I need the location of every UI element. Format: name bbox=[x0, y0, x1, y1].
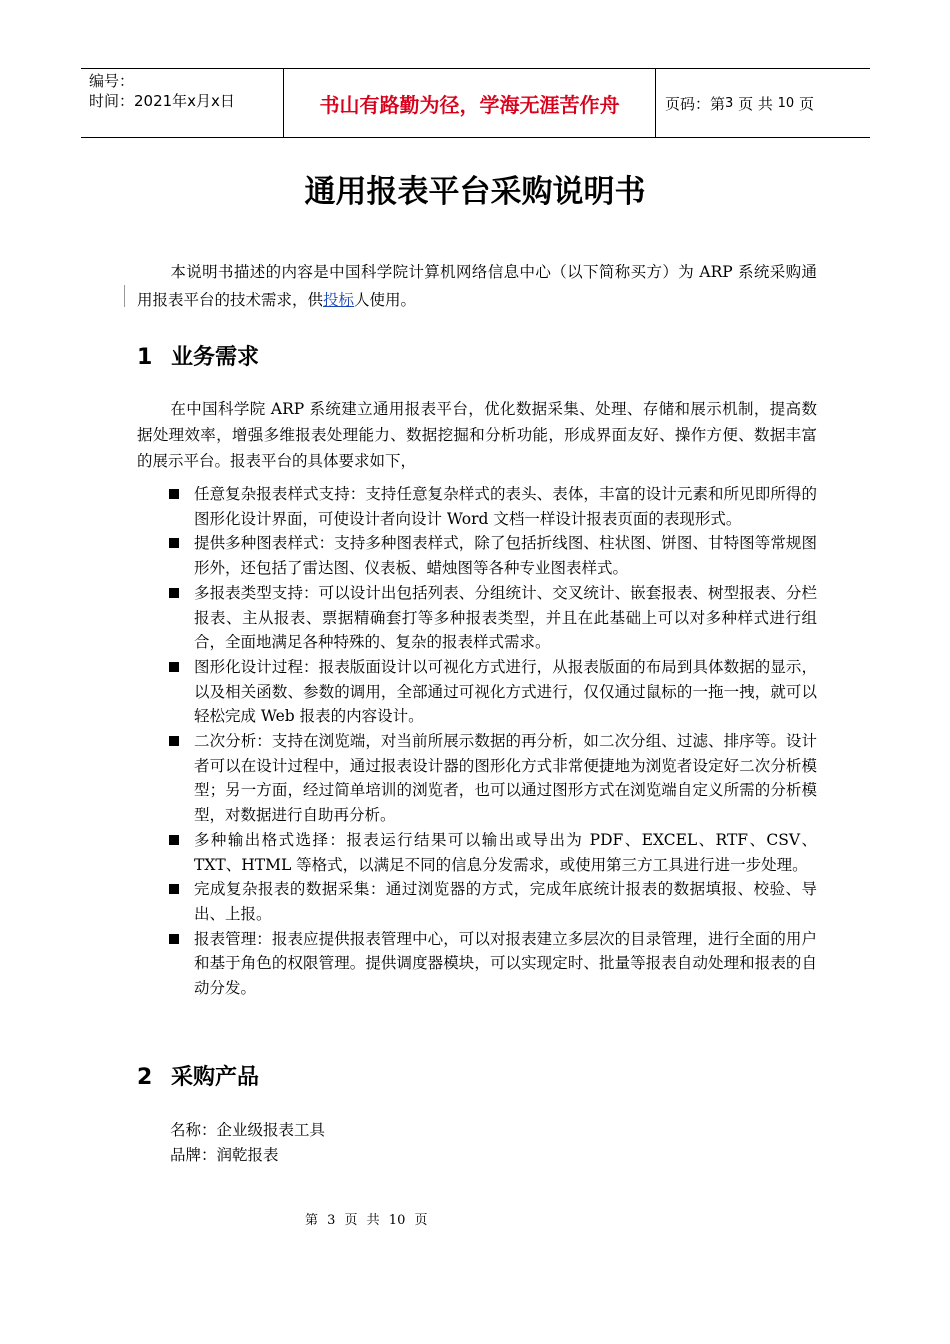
section-1-title: 业务需求 bbox=[171, 345, 260, 370]
product-brand-line: 品牌：润乾报表 bbox=[170, 1146, 279, 1164]
section-2-heading bbox=[137, 1060, 259, 1091]
header-page-total: 10 bbox=[777, 95, 795, 111]
header-page-mid: 页 共 bbox=[738, 94, 773, 113]
list-item bbox=[167, 877, 817, 926]
header-page-current: 3 bbox=[725, 95, 734, 111]
section-2-number: 2 bbox=[137, 1065, 153, 1090]
requirements-list bbox=[167, 482, 817, 1001]
list-item-text: 提供多种图表样式：支持多种图表样式，除了包括折线图、柱状图、饼图、甘特图等常规图形外，还包括了雷达图、仪表板、蜡烛图等各种专业图表样式。 bbox=[194, 534, 817, 578]
bullet-square-icon bbox=[169, 662, 179, 672]
list-item bbox=[167, 729, 817, 828]
bullet-square-icon bbox=[169, 538, 179, 548]
list-item bbox=[167, 828, 817, 877]
intro-paragraph bbox=[137, 258, 817, 314]
list-item bbox=[167, 581, 817, 655]
header-number-label: 编号： bbox=[89, 72, 135, 90]
section-1-intro-text: 在中国科学院 ARP 系统建立通用报表平台，优化数据采集、处理、存储和展示机制，提高数据处理效率，增强多维报表处理能力、数据挖掘和分析功能，形成界面友好、操作方便、数据丰富的展示平台。报表平台的具体要求如下， bbox=[137, 400, 817, 470]
list-item bbox=[167, 927, 817, 1001]
intro-link-bidding[interactable]: 投标 bbox=[323, 291, 355, 309]
header-time-label: 时间：2021年x月x日 bbox=[89, 92, 235, 110]
list-item-text: 多种输出格式选择：报表运行结果可以输出或导出为 PDF、EXCEL、RTF、CSV、TXT、HTML 等格式，以满足不同的信息分发需求，或使用第三方工具进行进一步处理。 bbox=[194, 830, 817, 874]
header-meta-cell bbox=[81, 69, 283, 137]
bullet-square-icon bbox=[169, 835, 179, 845]
bullet-square-icon bbox=[169, 934, 179, 944]
section-2-title: 采购产品 bbox=[171, 1065, 260, 1090]
product-name-line: 名称：企业级报表工具 bbox=[170, 1121, 326, 1139]
intro-text-after: 人使用。 bbox=[354, 291, 417, 309]
bullet-square-icon bbox=[169, 489, 179, 499]
section-1-heading bbox=[137, 340, 259, 371]
document-header bbox=[81, 68, 870, 138]
list-item-text: 完成复杂报表的数据采集：通过浏览器的方式，完成年底统计报表的数据填报、校验、导出、上报。 bbox=[194, 880, 817, 923]
header-page-cell bbox=[656, 69, 870, 137]
list-item bbox=[167, 655, 817, 729]
list-item bbox=[167, 531, 817, 580]
header-page-suffix: 页 bbox=[798, 94, 814, 113]
bullet-square-icon bbox=[169, 736, 179, 746]
revision-margin-mark bbox=[124, 285, 125, 307]
bullet-square-icon bbox=[169, 884, 179, 894]
list-item-text: 多报表类型支持：可以设计出包括列表、分组统计、交叉统计、嵌套报表、树型报表、分栏报表、主从报表、票据精确套打等多种报表类型，并且在此基础上可以对多种样式进行组合，全面地满足各种特殊的、复杂的报表样式需求。 bbox=[194, 583, 817, 652]
header-motto: 书山有路勤为径，学海无涯苦作舟 bbox=[283, 69, 656, 137]
intro-text-before: 本说明书描述的内容是中国科学院计算机网络信息中心（以下简称买方）为 ARP 系统采购通用报表平台的技术需求，供 bbox=[137, 263, 817, 309]
page-footer: 第 3 页 共 10 页 bbox=[305, 1213, 428, 1228]
header-page-prefix: 页码：第 bbox=[665, 94, 726, 113]
bullet-square-icon bbox=[169, 588, 179, 598]
list-item-text: 二次分析：支持在浏览端，对当前所展示数据的再分析，如二次分组、过滤、排序等。设计者可以在设计过程中，通过报表设计器的图形化方式非常便捷地为浏览者设定好二次分析模型；另一方面，经过简单培训的浏览者，也可以通过图形方式在浏览端自定义所需的分析模型，对数据进行自助再分析。 bbox=[194, 732, 817, 825]
list-item bbox=[167, 482, 817, 531]
section-1-number: 1 bbox=[137, 345, 153, 370]
list-item-text: 任意复杂报表样式支持：支持任意复杂样式的表头、表体，丰富的设计元素和所见即所得的图形化设计界面，可使设计者向设计 Word 文档一样设计报表页面的表现形式。 bbox=[194, 485, 817, 528]
list-item-text: 图形化设计过程：报表版面设计以可视化方式进行，从报表版面的布局到具体数据的显示，以及相关函数、参数的调用，全部通过可视化方式进行，仅仅通过鼠标的一拖一拽，就可以轻松完成 Web 报表的内容设计。 bbox=[194, 657, 817, 726]
document-title: 通用报表平台采购说明书 bbox=[304, 174, 646, 210]
section-1-intro bbox=[137, 396, 817, 474]
list-item-text: 报表管理：报表应提供报表管理中心，可以对报表建立多层次的目录管理，进行全面的用户和基于角色的权限管理。提供调度器模块，可以实现定时、批量等报表自动处理和报表的自动分发。 bbox=[194, 929, 817, 998]
